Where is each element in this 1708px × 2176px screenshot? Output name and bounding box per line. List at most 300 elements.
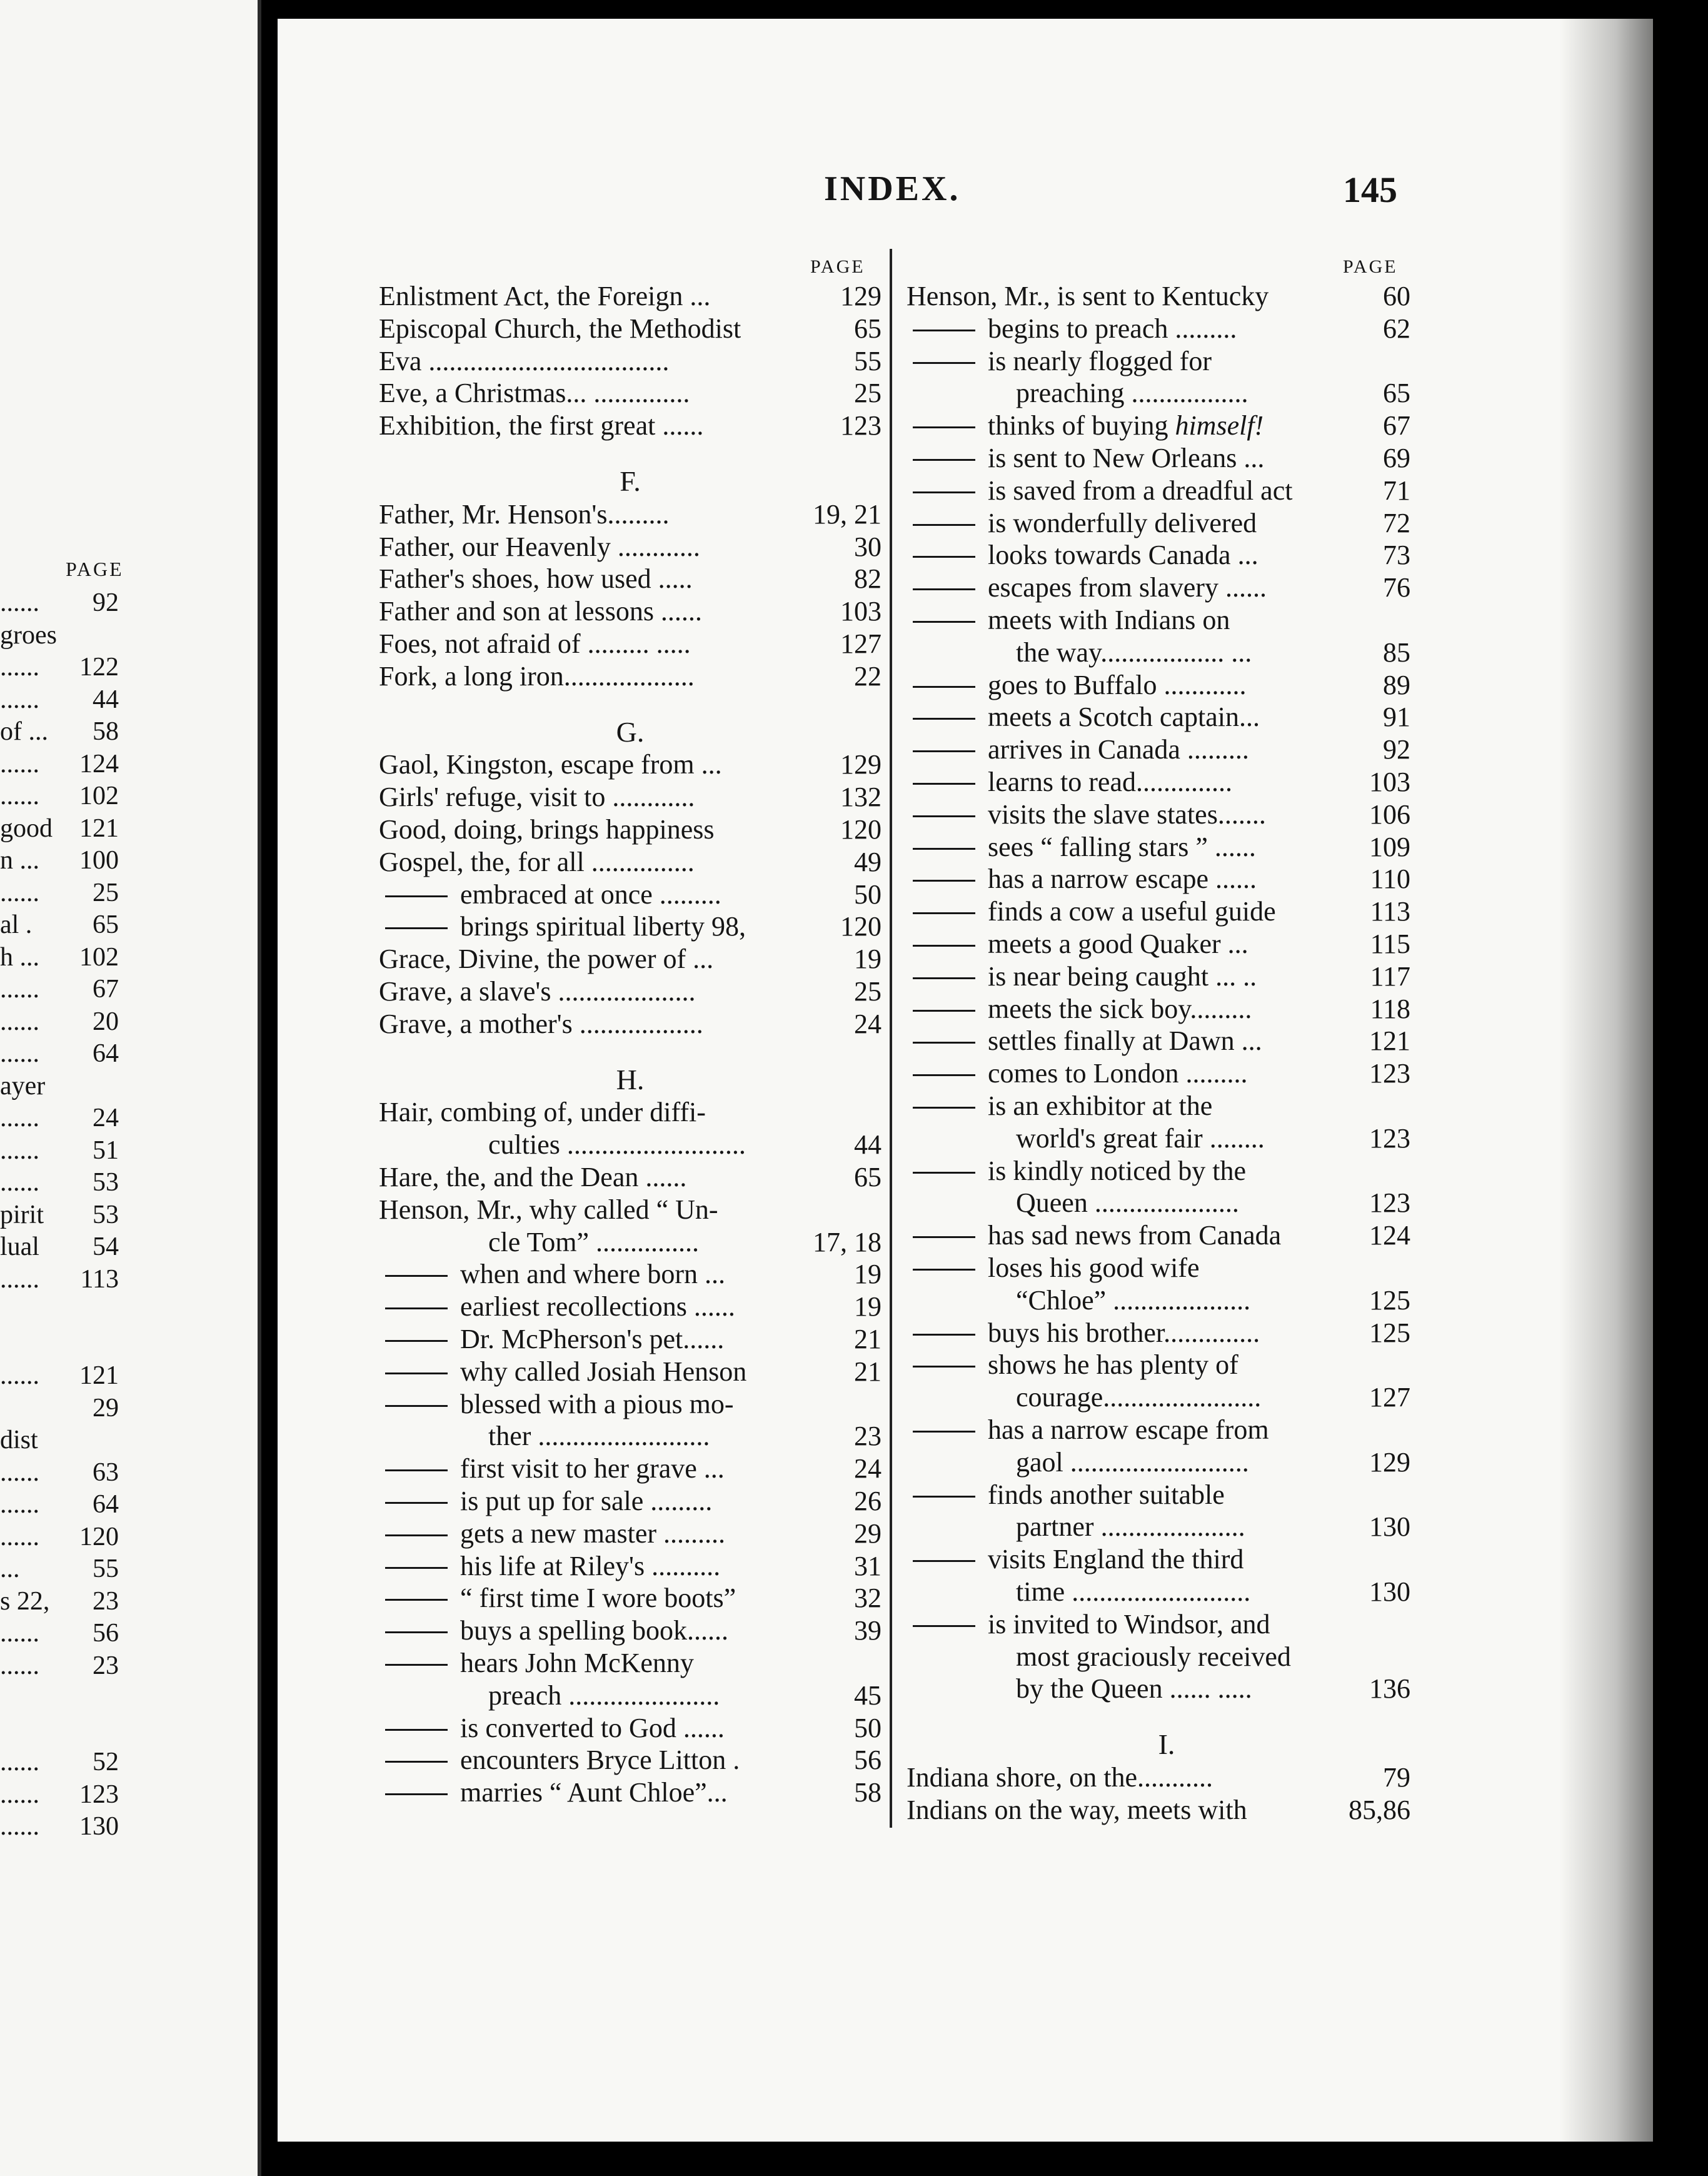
index-entry-label: is an exhibitor at the (988, 1091, 1213, 1121)
index-entry (379, 410, 882, 442)
index-entry (907, 1761, 1410, 1794)
index-entry-page: 118 (1370, 993, 1410, 1024)
index-entry-label: Episcopal Church, the Methodist (379, 313, 741, 344)
index-entry (907, 1479, 1410, 1511)
index-entry-text (988, 1219, 1342, 1252)
index-entry (379, 846, 882, 879)
facing-page-row (0, 1134, 250, 1167)
index-entry (907, 1219, 1410, 1252)
facing-page-row (0, 1617, 250, 1650)
facing-page-row-text: al . (0, 910, 33, 939)
index-entry-label: has a narrow escape ...... (988, 864, 1257, 895)
index-entry (379, 660, 882, 693)
index-entry-page: 65 (854, 313, 882, 344)
index-entry (379, 813, 882, 846)
facing-page-row-page: 65 (93, 910, 119, 939)
index-entry-text (488, 1420, 813, 1453)
index-entry-label: visits England the third (988, 1544, 1244, 1575)
index-entry-label: is invited to Windsor, and (988, 1608, 1270, 1640)
facing-page-row-page: 56 (93, 1619, 119, 1648)
index-entry-label: is wonderfully delivered (988, 507, 1257, 538)
index-entry-label: Enlistment Act, the Foreign ... (379, 281, 711, 311)
index-entry-page: 19 (854, 944, 882, 975)
index-entry (907, 313, 1410, 345)
facing-page-row-text: ...... (0, 1458, 39, 1487)
index-entry-text (460, 910, 813, 943)
facing-page-row-text: ayer (0, 1071, 46, 1101)
running-head: INDEX. (824, 169, 961, 208)
index-entry-label: cle Tom” ............... (488, 1226, 700, 1257)
index-entry-label: Eva ................................... (379, 345, 670, 376)
index-entry-text (460, 1356, 813, 1388)
index-entry-label: is converted to God ...... (460, 1712, 725, 1743)
index-entry (907, 442, 1410, 475)
index-entry (379, 1485, 882, 1518)
ditto-dash (913, 1172, 975, 1174)
ditto-dash (913, 1236, 975, 1238)
facing-page-row-text: ...... (0, 1522, 39, 1551)
index-entry (379, 1008, 882, 1040)
index-entry-label: settles finally at Dawn ... (988, 1025, 1262, 1057)
index-entry-page: 71 (1383, 475, 1410, 506)
index-entry-text (988, 507, 1342, 540)
index-entry (379, 1614, 882, 1647)
facing-page-row-text: ...... (0, 588, 39, 617)
index-entry-text (460, 879, 813, 911)
ditto-dash (913, 1010, 975, 1012)
facing-page-row (0, 1070, 250, 1102)
facing-page-row (0, 1714, 250, 1746)
index-entry (907, 475, 1410, 507)
index-entry-label: is saved from a dreadful act (988, 475, 1293, 506)
index-entry-page: 49 (854, 846, 882, 877)
index-entry-label: courage....................... (1016, 1382, 1262, 1413)
facing-page-row (0, 715, 250, 748)
index-entry (907, 1608, 1410, 1641)
index-entry-text (988, 831, 1342, 864)
index-entry-text (988, 733, 1342, 766)
index-entry (907, 863, 1410, 895)
index-entry-text (1016, 1511, 1342, 1543)
index-entry (907, 1673, 1410, 1705)
index-entry-text (988, 701, 1342, 733)
index-entry (379, 1776, 882, 1809)
index-entry-label: the way.................. ... (1016, 637, 1252, 668)
index-entry (379, 1388, 882, 1421)
index-entry-page: 79 (1383, 1762, 1410, 1793)
index-entry (379, 280, 882, 313)
index-entry-page: 29 (854, 1518, 882, 1549)
facing-page-row-text: ...... (0, 685, 39, 714)
index-entry-page: 85 (1383, 637, 1410, 668)
index-entry-label: brings spiritual liberty 98, (460, 911, 746, 942)
facing-page-row-page: 55 (93, 1554, 119, 1583)
index-entry (907, 1317, 1410, 1349)
facing-page-row-page: 100 (79, 846, 119, 875)
index-entry-label: Father, Mr. Henson's......... (379, 498, 670, 530)
facing-page-row (0, 1199, 250, 1231)
index-entry-label: has a narrow escape from (988, 1414, 1269, 1445)
ditto-dash (913, 750, 975, 752)
index-entry-label: comes to London ......... (988, 1058, 1248, 1089)
ditto-dash (913, 621, 975, 623)
index-entry-text (379, 975, 813, 1008)
index-entry-label: partner ..................... (1016, 1511, 1245, 1543)
facing-page-row-text: ... (0, 1554, 20, 1583)
index-entry-text (988, 1479, 1342, 1511)
ditto-dash (385, 1275, 448, 1277)
index-entry-text (460, 1485, 813, 1518)
facing-page-row (0, 1650, 250, 1682)
index-entry-page: 65 (1383, 378, 1410, 409)
index-entry (379, 1420, 882, 1453)
facing-page-row (0, 909, 250, 941)
index-entry (379, 975, 882, 1008)
index-entry-text (1016, 377, 1342, 410)
facing-page-row (0, 877, 250, 909)
index-entry-page: 44 (854, 1129, 882, 1161)
index-entry-text (379, 1096, 813, 1129)
index-entry-label: why called Josiah Henson (460, 1356, 747, 1387)
facing-page-row-page: 120 (79, 1522, 119, 1551)
ditto-dash (913, 588, 975, 590)
ditto-dash (385, 1729, 448, 1731)
index-entry (907, 1187, 1410, 1219)
facing-page-row-text: ...... (0, 1264, 39, 1294)
index-entry-text (379, 1194, 813, 1226)
facing-page-row-text: lual (0, 1232, 39, 1261)
index-entry-page: 72 (1383, 507, 1410, 538)
ditto-dash (385, 1373, 448, 1374)
facing-page-row-page: 23 (93, 1586, 119, 1616)
index-entry (379, 498, 882, 531)
index-entry-page: 22 (854, 660, 882, 692)
index-entry-page: 55 (854, 345, 882, 376)
facing-page-row-text: of ... (0, 717, 48, 746)
facing-page-row-text: dist (0, 1426, 38, 1454)
index-entry-label: gets a new master ......... (460, 1518, 725, 1549)
index-entry-page: 25 (854, 976, 882, 1007)
facing-page-row-text: ...... (0, 749, 39, 778)
ditto-dash (913, 848, 975, 850)
ditto-dash (913, 426, 975, 428)
ditto-dash (385, 1599, 448, 1601)
index-entry-text (988, 1543, 1342, 1576)
facing-page-row-text: n ... (0, 846, 39, 875)
ditto-dash (385, 1664, 448, 1666)
facing-page-row-page: 52 (93, 1748, 119, 1776)
index-entry (379, 781, 882, 813)
index-entry-label: “ first time I wore boots” (460, 1583, 736, 1614)
ditto-dash (913, 1431, 975, 1433)
index-entry-text (988, 863, 1342, 895)
index-entry-text (460, 1744, 813, 1776)
ditto-dash (913, 815, 975, 817)
index-entry-label: ther ......................... (488, 1421, 710, 1452)
index-entry-text (1016, 1381, 1342, 1414)
index-entry-page: 60 (1383, 281, 1410, 311)
index-entry-text (379, 1161, 813, 1194)
facing-page-row-page: 123 (79, 1780, 119, 1809)
index-entry-text (988, 475, 1342, 507)
index-entry-text (379, 660, 813, 693)
index-entry-text (379, 781, 813, 813)
index-entry (907, 410, 1410, 442)
index-entry-text (379, 595, 813, 628)
index-entry (379, 1582, 882, 1614)
facing-page-row (0, 1778, 250, 1811)
index-entry (379, 1680, 882, 1712)
facing-page-row-text: ...... (0, 878, 39, 907)
index-entry-page: 50 (854, 1712, 882, 1743)
facing-page-row-page: 67 (93, 975, 119, 1004)
index-entry-text (460, 1776, 813, 1809)
facing-page-row-text: ...... (0, 1748, 39, 1776)
index-entry-page: 45 (854, 1680, 882, 1711)
facing-page-row (0, 1102, 250, 1134)
facing-page-row (0, 973, 250, 1005)
ditto-dash (913, 783, 975, 785)
index-entry-label: time .......................... (1016, 1576, 1251, 1607)
facing-page-row-text: ...... (0, 1780, 39, 1809)
index-entry-page: 129 (840, 749, 882, 780)
index-entry-text (988, 539, 1342, 572)
ditto-dash (913, 330, 975, 331)
index-entry-text (1016, 1446, 1342, 1479)
index-entry-page: 89 (1383, 669, 1410, 700)
index-entry-text (988, 572, 1342, 604)
facing-page-row-text: ...... (0, 1812, 39, 1841)
index-entry (379, 1647, 882, 1680)
index-entry-label: Grave, a mother's .................. (379, 1008, 703, 1039)
index-entry-text (379, 628, 813, 660)
index-entry (379, 1258, 882, 1291)
index-entry (907, 669, 1410, 702)
index-entry-label: is near being caught ... .. (988, 960, 1257, 992)
index-entry-page: 30 (854, 531, 882, 562)
index-entry-text (379, 280, 813, 313)
index-entry (379, 1712, 882, 1745)
facing-page-row (0, 941, 250, 974)
index-entry-page: 62 (1383, 313, 1410, 344)
index-entry (907, 1122, 1410, 1155)
index-entry-page: 124 (1369, 1220, 1410, 1251)
index-entry-page: 19 (854, 1291, 882, 1322)
facing-page-row (0, 1037, 250, 1070)
index-entry (907, 572, 1410, 604)
facing-page-row-page: 63 (93, 1458, 119, 1487)
index-entry-text (379, 498, 813, 531)
index-entry-text (988, 1608, 1342, 1641)
index-entry-label: Grave, a slave's .................... (379, 976, 696, 1007)
facing-page-row-page: 23 (93, 1651, 119, 1680)
index-entry-page: 26 (854, 1486, 882, 1516)
index-entry-label: earliest recollections ...... (460, 1291, 735, 1322)
index-entry-text (460, 1550, 813, 1583)
index-entry-label: thinks of buying (988, 410, 1168, 441)
facing-page-row (0, 619, 250, 652)
ditto-dash (913, 1042, 975, 1044)
index-entry-page: 56 (854, 1745, 882, 1776)
index-entry (907, 895, 1410, 928)
index-entry-page: 109 (1369, 831, 1410, 862)
index-entry-label: Hare, the, and the Dean ...... (379, 1162, 687, 1192)
facing-page-row-page: 102 (79, 782, 119, 810)
facing-page-row-text: ...... (0, 1136, 39, 1165)
index-entry-label: visits the slave states....... (988, 798, 1266, 830)
index-entry-label: Eve, a Christmas... .............. (379, 378, 690, 409)
index-entry-page: 76 (1383, 572, 1410, 603)
index-entry (907, 1543, 1410, 1576)
ditto-dash (913, 491, 975, 493)
index-entry-text (1016, 1284, 1342, 1317)
index-entry-page: 117 (1370, 960, 1410, 992)
index-entry-label: gaol .......................... (1016, 1446, 1249, 1478)
ditto-dash (385, 1793, 448, 1795)
index-entry-page: 17, 18 (813, 1226, 882, 1257)
facing-page-row (0, 1521, 250, 1553)
ditto-dash (913, 1074, 975, 1076)
index-entry-label: arrives in Canada ......... (988, 734, 1249, 765)
index-entry-page: 120 (840, 911, 882, 942)
page-edge-shadow (1559, 19, 1653, 2142)
index-entry (379, 1226, 882, 1259)
ditto-dash (913, 1334, 975, 1336)
index-entry-label: culties .......................... (488, 1129, 746, 1161)
index-entry-text (1016, 1187, 1342, 1219)
index-entry-page: 24 (854, 1453, 882, 1484)
index-entry-page: 115 (1370, 929, 1410, 959)
index-entry (907, 766, 1410, 798)
index-entry (379, 563, 882, 595)
facing-page-row-page: 53 (93, 1200, 119, 1229)
index-entry-label: finds a cow a useful guide (988, 896, 1276, 927)
index-entry-text (460, 1518, 813, 1550)
index-entry-text (1016, 637, 1342, 669)
index-entry-page: 125 (1369, 1284, 1410, 1316)
index-entry-text (460, 1453, 813, 1485)
index-entry (379, 377, 882, 410)
index-entry (379, 531, 882, 563)
facing-page-row (0, 1746, 250, 1778)
ditto-dash (913, 718, 975, 720)
index-entry-label: Grace, Divine, the power of ... (379, 944, 714, 975)
left-column-page-label: PAGE (810, 256, 865, 277)
facing-page-row-text: good (0, 813, 53, 843)
ditto-dash (385, 1761, 448, 1763)
index-entry-text (488, 1129, 813, 1161)
index-entry-label: first visit to her grave ... (460, 1453, 725, 1484)
index-entry-text (988, 313, 1342, 345)
index-entry-page: 32 (854, 1583, 882, 1614)
index-entry-page: 91 (1383, 702, 1410, 733)
index-entry-page: 19, 21 (813, 498, 882, 530)
index-entry (907, 733, 1410, 766)
facing-page-fragment (0, 0, 261, 2176)
ditto-dash (385, 1631, 448, 1633)
index-entry-text (460, 1712, 813, 1745)
index-entry (907, 1414, 1410, 1446)
index-entry-label: sees “ falling stars ” ...... (988, 831, 1256, 862)
index-entry-label: encounters Bryce Litton . (460, 1745, 740, 1776)
index-entry-text (988, 928, 1342, 960)
ditto-dash (913, 524, 975, 526)
facing-page-row (0, 1263, 250, 1296)
facing-page-row-page: 92 (93, 588, 119, 617)
index-entry-label: buys his brother.............. (988, 1317, 1260, 1348)
index-entry-label: Father, our Heavenly ............ (379, 531, 700, 562)
index-entry-text (1016, 1576, 1342, 1608)
index-entry-label: meets with Indians on (988, 605, 1230, 635)
index-entry (907, 539, 1410, 572)
facing-page-row-page: 122 (79, 653, 119, 682)
index-entry-label: shows he has plenty of (988, 1349, 1238, 1381)
index-entry-label: Henson, Mr., is sent to Kentucky (907, 281, 1269, 311)
index-entry (907, 1284, 1410, 1317)
index-entry (379, 879, 882, 911)
index-entry-text (907, 1794, 1342, 1826)
index-entry-page: 23 (854, 1421, 882, 1452)
index-entry-page: 127 (1369, 1382, 1410, 1413)
facing-page-row-page: 24 (93, 1104, 119, 1132)
ditto-dash (913, 1625, 975, 1627)
index-entry-text (379, 563, 813, 595)
index-entry-page: 69 (1383, 443, 1410, 473)
index-entry-page: 123 (1369, 1187, 1410, 1219)
index-entry-label: is nearly flogged for (988, 345, 1212, 376)
index-entry-page: 21 (854, 1356, 882, 1387)
index-entry-label: blessed with a pious mo- (460, 1388, 734, 1419)
ditto-dash (913, 977, 975, 979)
facing-page-row (0, 812, 250, 845)
facing-page-row-text: ...... (0, 1104, 39, 1132)
index-entry (907, 960, 1410, 993)
facing-page-row (0, 1166, 250, 1199)
right-column-page-label: PAGE (1343, 256, 1398, 277)
ditto-dash (385, 1469, 448, 1471)
index-entry-label: goes to Buffalo ............ (988, 669, 1247, 700)
index-entry-label: Foes, not afraid of ......... ..... (379, 628, 691, 659)
section-letter: G. (616, 715, 645, 748)
index-entry (379, 1096, 882, 1129)
index-entry-text (1016, 1122, 1342, 1155)
facing-page-row (0, 1231, 250, 1263)
index-entry-text (379, 1008, 813, 1040)
facing-page-row-page: 64 (93, 1039, 119, 1068)
facing-page-row-page: 51 (93, 1136, 119, 1165)
index-entry-label: preach ...................... (488, 1680, 720, 1711)
index-entry-page: 125 (1369, 1317, 1410, 1348)
index-entry-text (379, 748, 813, 781)
facing-page-row-page: 20 (93, 1007, 119, 1036)
index-entry-label: by the Queen ...... ..... (1016, 1673, 1252, 1705)
index-entry (379, 1291, 882, 1323)
index-entry-label: learns to read.............. (988, 767, 1232, 797)
index-entry-text (460, 1291, 813, 1323)
index-entry (379, 595, 882, 628)
index-entry-label: Hair, combing of, under diffi- (379, 1097, 706, 1128)
facing-page-row-text: ...... (0, 653, 39, 682)
index-entry-text (460, 1614, 813, 1647)
ditto-dash (385, 1534, 448, 1536)
facing-page-row-page: 64 (93, 1490, 119, 1519)
facing-page-row-page: 25 (93, 878, 119, 907)
index-entry-label: his life at Riley's .......... (460, 1550, 721, 1581)
index-entry-page: 50 (854, 879, 882, 910)
facing-page-row-page: 121 (79, 813, 119, 843)
index-entry-label: Good, doing, brings happiness (379, 814, 715, 845)
index-entry-page: 25 (854, 378, 882, 409)
